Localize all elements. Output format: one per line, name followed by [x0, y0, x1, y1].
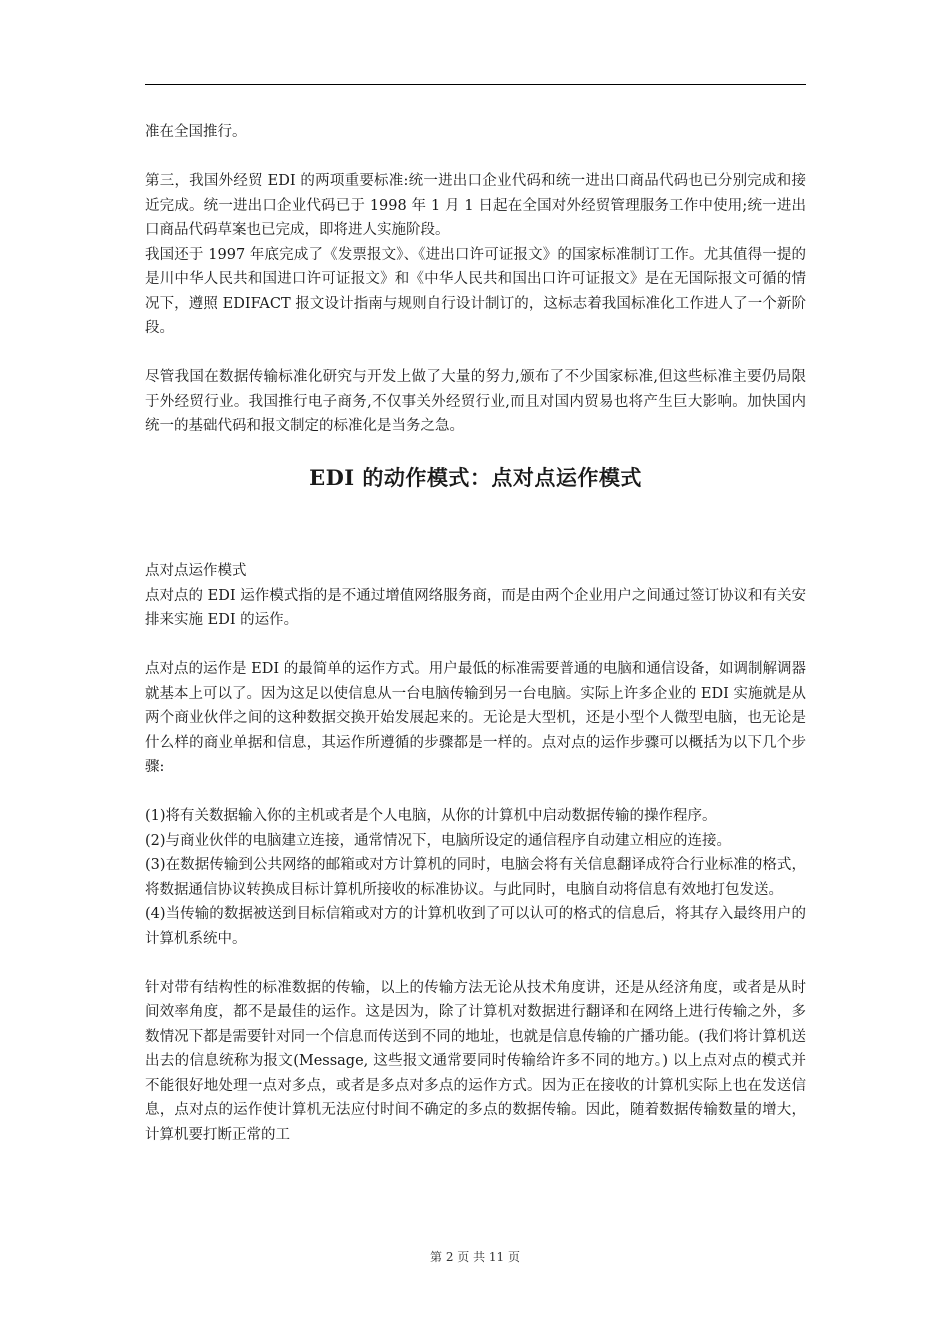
paragraph: 我国还于 1997 年底完成了《发票报文》、《进出口许可证报文》的国家标准制订工作。尤其值得一提的是川中华人民共和国进口许可证报文》和《中华人民共和国出口许可证报文》是在无国际报文可循的情况下，遵照 EDIFACT 报文设计指南与规则自行设计制订的，这标志着我国标准化工作进人了一个新阶段。 — [145, 246, 806, 336]
subtitle: 点对点运作模式 — [145, 563, 247, 579]
steps-list — [145, 804, 806, 951]
step-item: (1)将有关数据输入你的主机或者是个人电脑，从你的计算机中启动数据传输的操作程序。 — [145, 808, 717, 824]
section-heading: EDI 的动作模式：点对点运作模式 — [309, 465, 642, 490]
page-footer: 第 2 页 共 11 页 — [430, 1250, 520, 1264]
document-body — [145, 120, 806, 1147]
step-item: (3)在数据传输到公共网络的邮箱或对方计算机的同时，电脑会将有关信息翻译成符合行业标准的格式，将数据通信协议转换成目标计算机所接收的标准协议。与此同时，电脑自动将信息有效地打包发送。 — [145, 857, 806, 898]
header-rule — [145, 84, 806, 85]
paragraph: 点对点的 EDI 运作模式指的是不通过增值网络服务商，而是由两个企业用户之间通过签订协议和有关安排来实施 EDI 的运作。 — [145, 587, 806, 628]
paragraph: 点对点的运作是 EDI 的最简单的运作方式。用户最低的标准需要普通的电脑和通信设备，如调制解调器就基本上可以了。因为这足以使信息从一台电脑传输到另一台电脑。实际上许多企业的 EDI 实施就是从两个商业伙伴之间的这种数据交换开始发展起来的。无论是大型机，还是小型个人微型电脑，也无论是什么样的商业单据和信息，其运作所遵循的步骤都是一样的。点对点的运作步骤可以概括为以下几个步骤: — [145, 661, 806, 775]
step-item: (4)当传输的数据被送到目标信箱或对方的计算机收到了可以认可的格式的信息后，将其存入最终用户的计算机系统中。 — [145, 906, 806, 947]
paragraph: 针对带有结构性的标准数据的传输，以上的传输方法无论从技术角度讲，还是从经济角度，或者是从时间效率角度，都不是最佳的运作。这是因为，除了计算机对数据进行翻译和在网络上进行传输之外，多数情况下都是需要针对同一个信息而传送到不同的地址，也就是信息传输的广播功能。(我们将计算机送出去的信息统称为报文(Message, 这些报文通常要同时传输给许多不同的地方。) 以上点对点的模式并不能很好地处理一点对多点，或者是多点对多点的运作方式。因为正在接收的计算机实际上也在发送信息，点对点的运作使计算机无法应付时间不确定的多点的数据传输。因此，随着数据传输数量的增大，计算机要打断正常的工 — [145, 979, 806, 1143]
paragraph: 第三，我国外经贸 EDI 的两项重要标准:统一进出口企业代码和统一进出口商品代码也已分别完成和接近完成。统一进出口企业代码已于 1998 年 1 月 1 日起在全国对外经贸管理服务工作中使用;统一进出口商品代码草案也已完成，即将进人实施阶段。 — [145, 173, 806, 238]
paragraph: 准在全国推行。 — [145, 124, 247, 140]
paragraph: 尽管我国在数据传输标准化研究与开发上做了大量的努力,颁布了不少国家标准,但这些标准主要仍局限于外经贸行业。我国推行电子商务,不仅事关外经贸行业,而且对国内贸易也将产生巨大影响。加快国内统一的基础代码和报文制定的标准化是当务之急。 — [145, 369, 806, 434]
step-item: (2)与商业伙伴的电脑建立连接，通常情况下，电脑所设定的通信程序自动建立相应的连接。 — [145, 832, 732, 849]
